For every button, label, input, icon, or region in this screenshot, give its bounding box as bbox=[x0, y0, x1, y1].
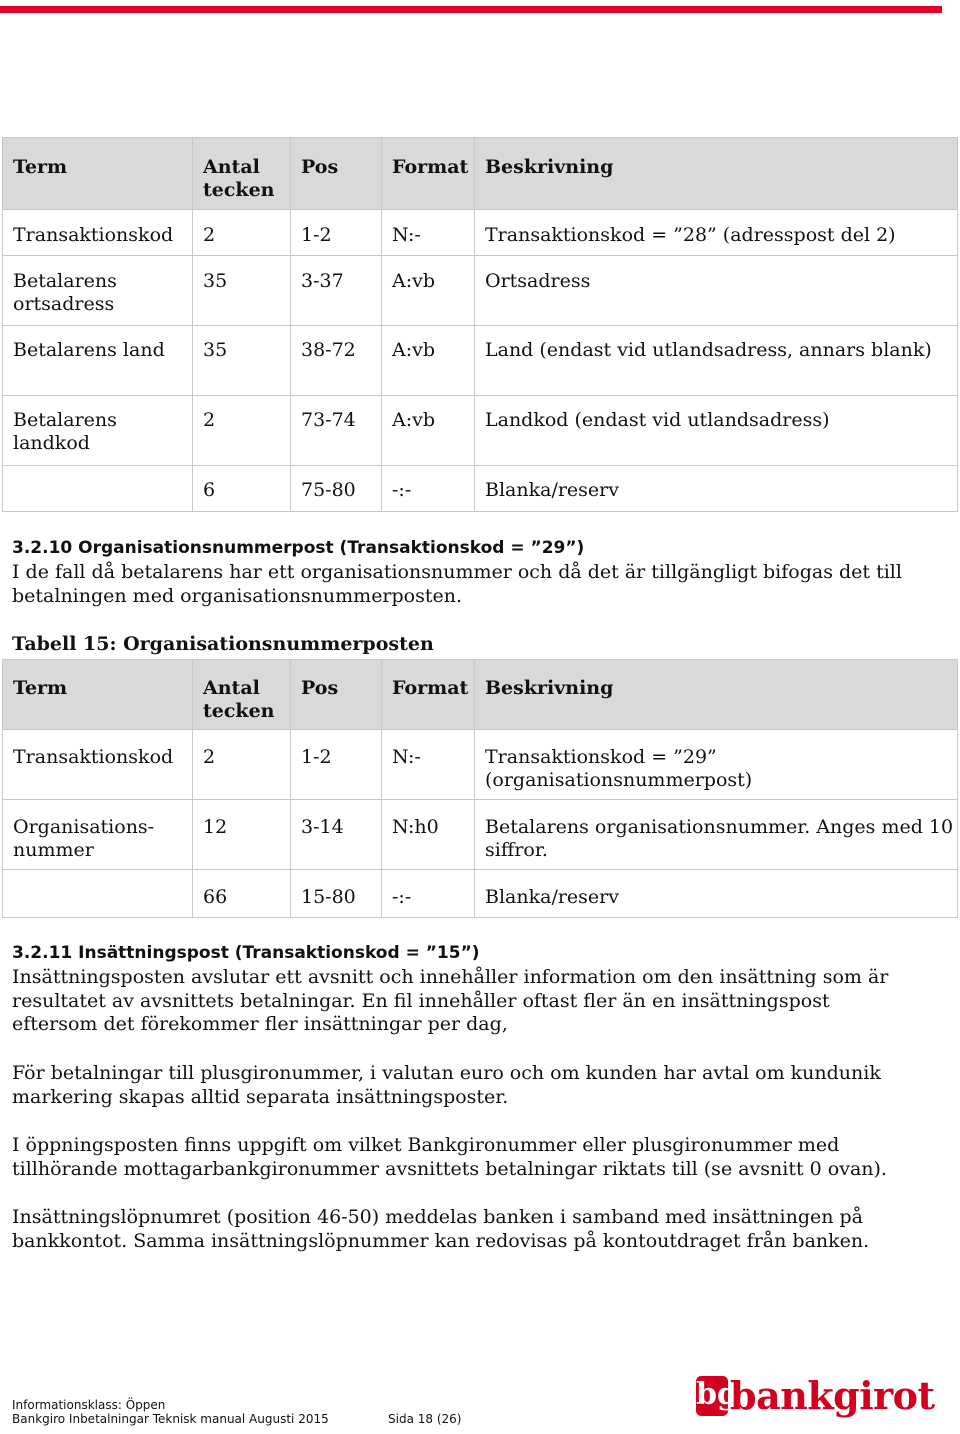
organisationsnummer-table bbox=[2, 659, 958, 918]
cell-pos: 3-14 bbox=[291, 800, 382, 870]
cell-pos: 3-37 bbox=[291, 256, 382, 326]
cell-beskrivning: Transaktionskod = ”28” (adresspost del 2) bbox=[475, 210, 958, 256]
cell-format: A:vb bbox=[382, 396, 475, 466]
cell-antal: 66 bbox=[193, 870, 291, 918]
table-row bbox=[3, 210, 958, 256]
cell-beskrivning: Blanka/reserv bbox=[475, 870, 958, 918]
cell-pos: 1-2 bbox=[291, 210, 382, 256]
cell-beskrivning: Ortsadress bbox=[475, 256, 958, 326]
cell-antal: 2 bbox=[193, 210, 291, 256]
footer-page-number: Sida 18 (26) bbox=[388, 1412, 462, 1426]
cell-format: A:vb bbox=[382, 326, 475, 396]
table-caption-15: Tabell 15: Organisationsnummerposten bbox=[12, 633, 434, 655]
section-heading-3-2-11: 3.2.11 Insättningspost (Transaktionskod = ”15”) bbox=[12, 943, 480, 963]
cell-antal: 2 bbox=[193, 396, 291, 466]
cell-antal: 2 bbox=[193, 730, 291, 800]
cell-beskrivning: Blanka/reserv bbox=[475, 466, 958, 512]
top-accent-bar bbox=[0, 6, 942, 13]
cell-pos: 38-72 bbox=[291, 326, 382, 396]
cell-term: Organisations-nummer bbox=[3, 800, 193, 870]
cell-format: N:h0 bbox=[382, 800, 475, 870]
paragraph: Insättningslöpnumret (position 46-50) meddelas banken i samband med insättningen på bankkontot. Samma insättningslöpnummer kan redovisas på kontoutdraget från banken. bbox=[12, 1206, 870, 1252]
cell-pos: 15-80 bbox=[291, 870, 382, 918]
header-pos: Pos bbox=[291, 138, 382, 210]
cell-format: -:- bbox=[382, 870, 475, 918]
cell-antal: 35 bbox=[193, 326, 291, 396]
header-format: Format bbox=[382, 138, 475, 210]
table-row bbox=[3, 396, 958, 466]
paragraph: För betalningar till plusgironummer, i valutan euro och om kunden har avtal om kundunik markering skapas alltid separata insättningsposter. bbox=[12, 1062, 881, 1108]
table-row bbox=[3, 870, 958, 918]
footer-classification: Informationsklass: Öppen bbox=[12, 1398, 166, 1412]
cell-pos: 1-2 bbox=[291, 730, 382, 800]
section-heading-3-2-10: 3.2.10 Organisationsnummerpost (Transaktionskod = ”29”) bbox=[12, 538, 585, 558]
logo-mark-text: bg bbox=[696, 1377, 738, 1412]
table-header-row bbox=[3, 138, 958, 210]
header-beskrivning: Beskrivning bbox=[475, 660, 958, 730]
table-row bbox=[3, 326, 958, 396]
footer-document-title: Bankgiro Inbetalningar Teknisk manual Augusti 2015 bbox=[12, 1412, 329, 1426]
table-row bbox=[3, 800, 958, 870]
header-beskrivning: Beskrivning bbox=[475, 138, 958, 210]
table-header-row bbox=[3, 660, 958, 730]
cell-term: Betalarens land bbox=[3, 326, 193, 396]
cell-format: N:- bbox=[382, 210, 475, 256]
cell-beskrivning: Betalarens organisationsnummer. Anges med 10 siffror. bbox=[475, 800, 958, 870]
table-row bbox=[3, 466, 958, 512]
paragraph: Insättningsposten avslutar ett avsnitt och innehåller information om den insättning som är resultatet av avsnittets betalningar. En fil innehåller oftast fler än en insättningspost eftersom det förekommer fler insättningar per dag, bbox=[12, 966, 889, 1035]
table-row bbox=[3, 730, 958, 800]
header-term: Term bbox=[3, 138, 193, 210]
header-term: Term bbox=[3, 660, 193, 730]
header-pos: Pos bbox=[291, 660, 382, 730]
cell-beskrivning: Transaktionskod = ”29” (organisationsnummerpost) bbox=[475, 730, 958, 800]
header-antal-tecken: Antal tecken bbox=[193, 660, 291, 730]
cell-antal: 6 bbox=[193, 466, 291, 512]
cell-term: Betalarens landkod bbox=[3, 396, 193, 466]
cell-antal: 12 bbox=[193, 800, 291, 870]
cell-pos: 73-74 bbox=[291, 396, 382, 466]
header-format: Format bbox=[382, 660, 475, 730]
cell-term: Transaktionskod bbox=[3, 210, 193, 256]
section-text-3-2-10: I de fall då betalarens har ett organisationsnummer och då det är tillgängligt bifogas det till betalningen med organisationsnummerposten. bbox=[12, 561, 902, 607]
table-row bbox=[3, 256, 958, 326]
cell-term: Betalarens ortsadress bbox=[3, 256, 193, 326]
cell-antal: 35 bbox=[193, 256, 291, 326]
cell-term: Transaktionskod bbox=[3, 730, 193, 800]
cell-beskrivning: Land (endast vid utlandsadress, annars blank) bbox=[475, 326, 958, 396]
logo-wordmark: bankgirot bbox=[730, 1373, 935, 1418]
cell-format: -:- bbox=[382, 466, 475, 512]
bg-logo-icon bbox=[696, 1376, 738, 1416]
header-antal-tecken: Antal tecken bbox=[193, 138, 291, 210]
cell-beskrivning: Landkod (endast vid utlandsadress) bbox=[475, 396, 958, 466]
cell-format: A:vb bbox=[382, 256, 475, 326]
cell-format: N:- bbox=[382, 730, 475, 800]
cell-term bbox=[3, 870, 193, 918]
bankgirot-logo bbox=[696, 1374, 944, 1420]
cell-term bbox=[3, 466, 193, 512]
paragraph: I öppningsposten finns uppgift om vilket Bankgironummer eller plusgironummer med tillhörande mottagarbankgironummer avsnittets betalningar riktats till (se avsnitt 0 ovan). bbox=[12, 1134, 887, 1180]
address-record-table bbox=[2, 137, 958, 512]
cell-pos: 75-80 bbox=[291, 466, 382, 512]
